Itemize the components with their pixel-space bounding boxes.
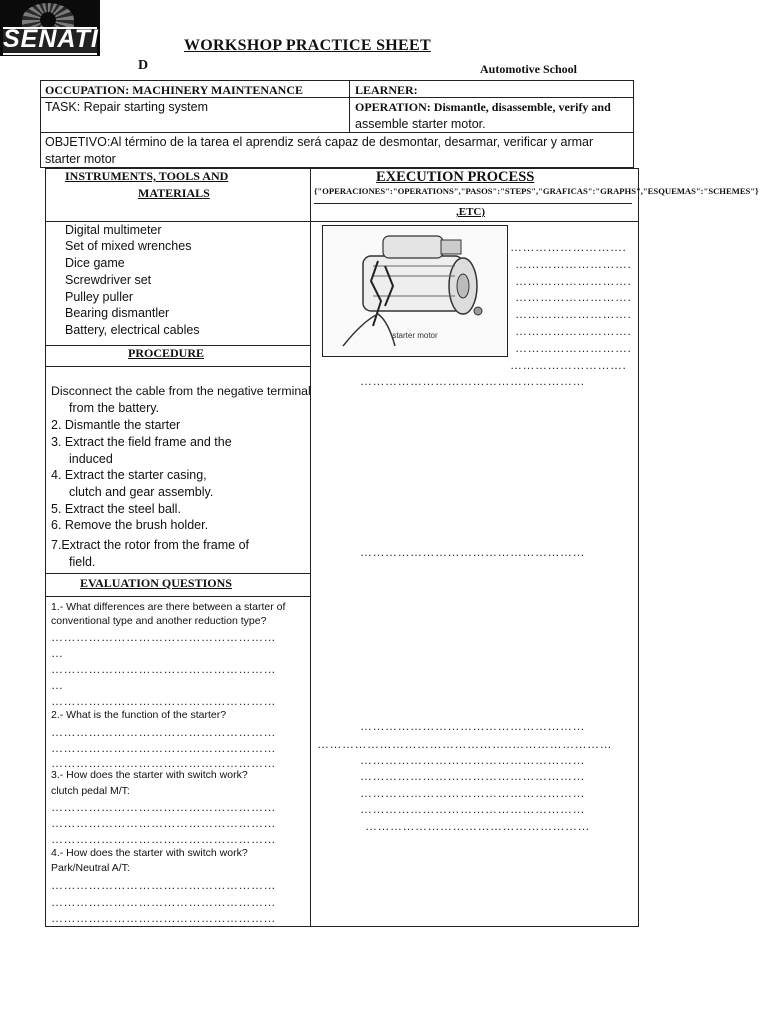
execution-note-2: ,ETC) (456, 206, 486, 218)
step-5: 5. Extract the steel ball. (51, 502, 181, 516)
answer-line: ……………………………………………… (51, 725, 276, 739)
answer-line: ………………………. (515, 257, 632, 271)
procedure-heading: PROCEDURE (128, 346, 205, 360)
objective-line-1: OBJETIVO:Al término de la tarea el aprendiz será capaz de desmontar, desarmar, verificar y armar (45, 135, 594, 149)
question-4-cont: Park/Neutral A/T: (51, 862, 130, 874)
question-3-cont: clutch pedal M/T: (51, 785, 130, 797)
step-4-cont: clutch and gear assembly. (69, 485, 214, 499)
figure-caption: starter motor (392, 331, 438, 340)
step-4: 4. Extract the starter casing, (51, 468, 207, 482)
answer-line: … (51, 646, 64, 660)
material-item: Battery, electrical cables (65, 323, 200, 337)
answer-line: ……………………………………………… (365, 819, 590, 833)
material-item: Bearing dismantler (65, 306, 170, 320)
answer-line: ……………………………………………… (51, 694, 276, 708)
step-3: 3. Extract the field frame and the (51, 435, 232, 449)
answer-line: ………………………. (515, 307, 632, 321)
operation-label: OPERATION: (355, 100, 431, 114)
step-1-cont: from the battery. (69, 401, 160, 415)
answer-line: ………………………. (515, 290, 632, 304)
school-name: Automotive School (480, 62, 577, 76)
answer-line: ………………………. (515, 341, 632, 355)
question-4: 4.- How does the starter with switch work? (51, 847, 248, 859)
question-3: 3.- How does the starter with switch work? (51, 769, 248, 781)
answer-line: ……………………………………………… (51, 911, 276, 925)
step-6: 6. Remove the brush holder. (51, 518, 209, 532)
objective-line-2: starter motor (45, 152, 116, 166)
step-2: 2. Dismantle the starter (51, 418, 181, 432)
execution-heading: EXECUTION PROCESS (376, 169, 535, 185)
logo-text: SENATI (3, 25, 99, 53)
operation-value: Dismantle, disassemble, verify and (430, 100, 611, 114)
answer-line: ……………………………………………… (360, 786, 585, 800)
logo-suffix: D (138, 58, 149, 73)
instruments-heading-1: INSTRUMENTS, TOOLS AND (65, 169, 229, 183)
occupation-label: OCCUPATION: MACHINERY MAINTENANCE (45, 83, 304, 97)
step-3-cont: induced (69, 452, 113, 466)
answer-line: ……………………………………………… (51, 800, 276, 814)
learner-label: LEARNER: (355, 83, 418, 97)
page-title: WORKSHOP PRACTICE SHEET (184, 37, 431, 54)
task-label: TASK: Repair starting system (45, 100, 209, 114)
execution-note: {"OPERACIONES":"OPERATIONS","PASOS":"STEPS","GRAFICAS":"GRAPHS","ESQUEMAS":"SCHEMES"} (314, 186, 759, 196)
answer-line: ……………………………………………… (51, 878, 276, 892)
question-1-cont: conventional type and another reduction type? (51, 615, 267, 627)
starter-motor-drawing (323, 226, 507, 356)
answer-line: ……………………………………………… (51, 741, 276, 755)
evaluation-heading: EVALUATION QUESTIONS (80, 576, 232, 590)
answer-line: ……………………………………………… (51, 630, 276, 644)
question-2: 2.- What is the function of the starter? (51, 709, 227, 721)
answer-line: ……………………………………………… (360, 374, 585, 388)
material-item: Digital multimeter (65, 223, 162, 237)
step-1: Disconnect the cable from the negative terminal (51, 384, 311, 398)
material-item: Set of mixed wrenches (65, 239, 192, 253)
answer-line: ……………………………………………… (360, 769, 585, 783)
material-item: Pulley puller (65, 290, 134, 304)
answer-line: ………………………. (515, 274, 632, 288)
answer-line: ……………………………………………… (51, 756, 276, 770)
starter-motor-figure (322, 225, 508, 357)
answer-line: ……………………………………………… (51, 832, 276, 846)
answer-line: … (51, 678, 64, 692)
answer-line: ……………………………………………… (360, 753, 585, 767)
answer-line: ……………………………………………… (360, 802, 585, 816)
material-item: Screwdriver set (65, 273, 152, 287)
operation-field (355, 99, 611, 116)
answer-line: ……………………………………………… (51, 816, 276, 830)
answer-line: ……………………………………………… (51, 895, 276, 909)
step-7: 7.Extract the rotor from the frame of (51, 538, 249, 552)
answer-line: ………………………. (515, 324, 632, 338)
answer-line: ……………………………………………… (360, 719, 585, 733)
answer-line: ……………………………………………… (360, 545, 585, 559)
senati-logo (0, 0, 100, 56)
answer-line: ……………………………………………… (51, 662, 276, 676)
material-item: Dice game (65, 256, 125, 270)
answer-line: ………………………. (510, 240, 627, 254)
operation-value-2: assemble starter motor. (355, 117, 486, 131)
instruments-heading-2: MATERIALS (138, 186, 210, 200)
question-1: 1.- What differences are there between a starter of (51, 601, 286, 613)
answer-line: ………………………. (510, 358, 627, 372)
step-7-cont: field. (69, 555, 96, 569)
answer-line: ………………………………………..…………………… (317, 737, 613, 751)
